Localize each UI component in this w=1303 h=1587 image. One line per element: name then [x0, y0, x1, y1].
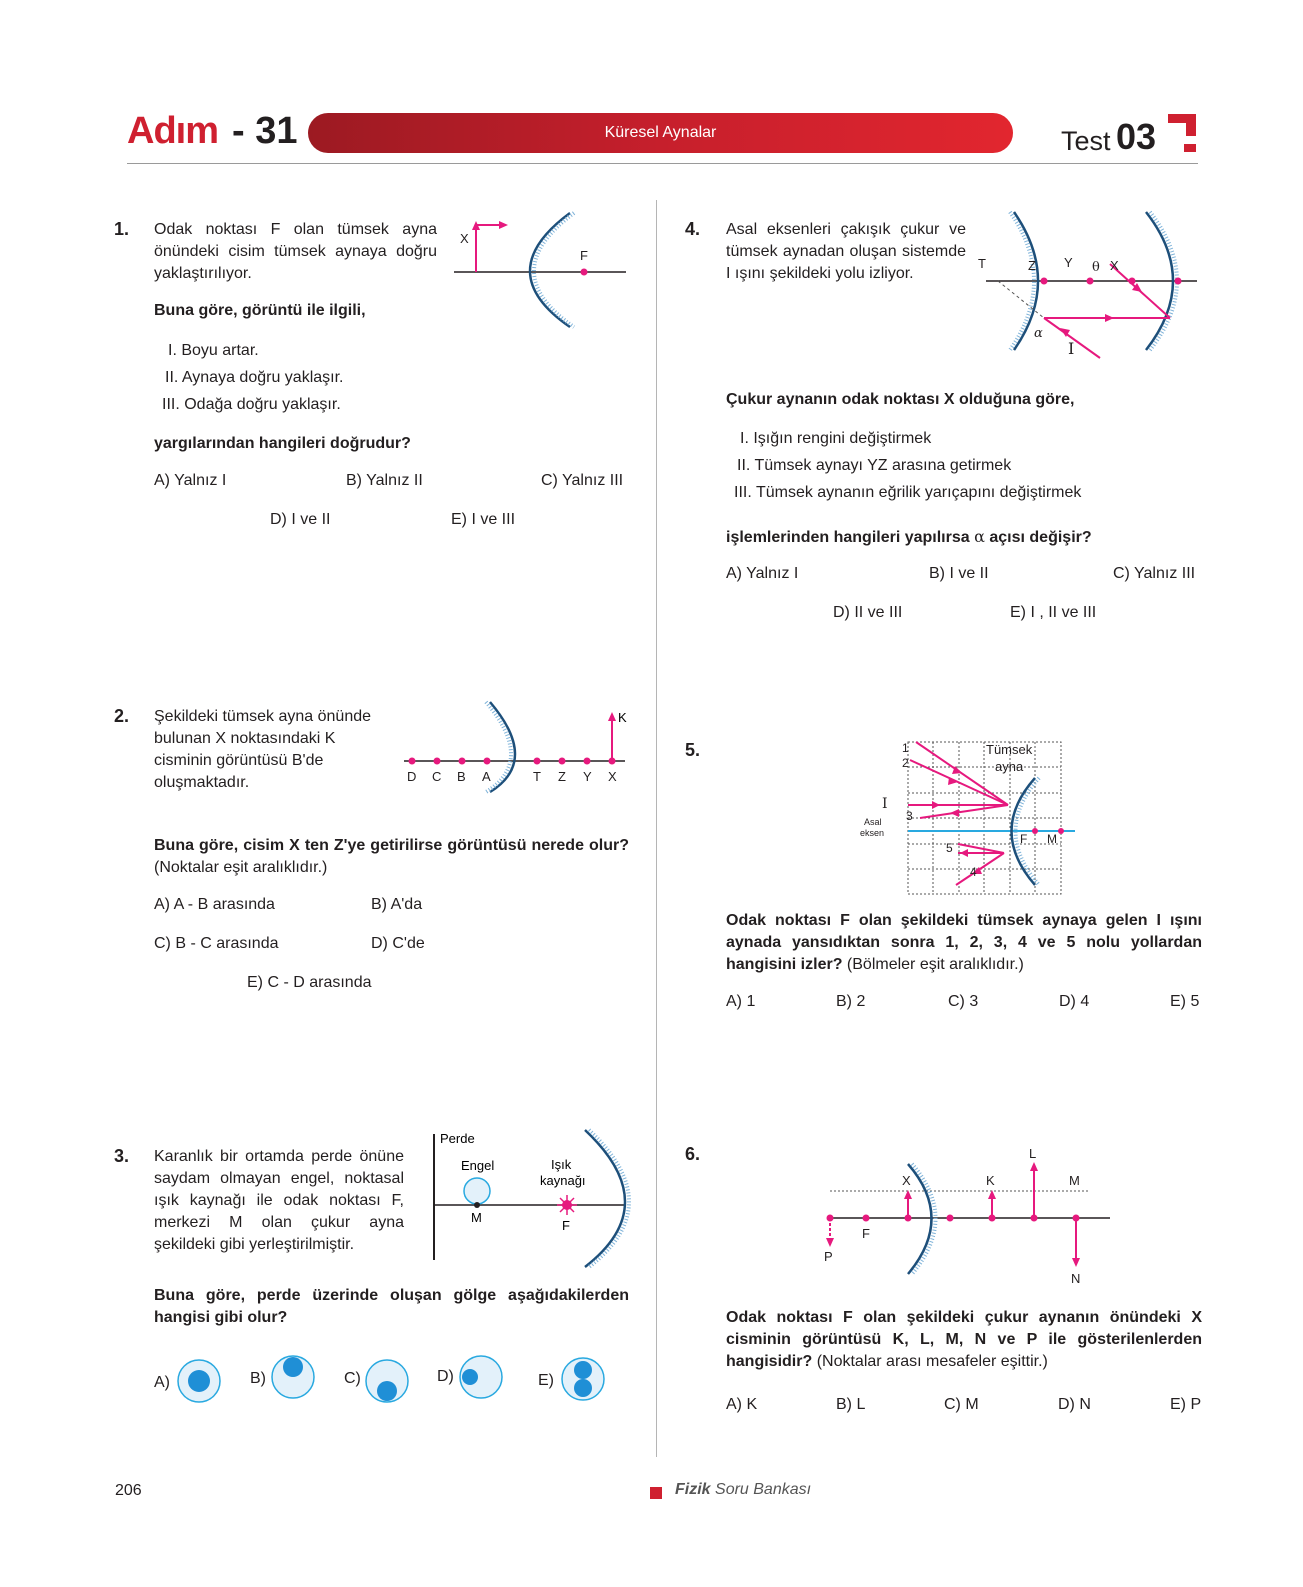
question-1-statement-2: II. Aynaya doğru yaklaşır.	[165, 369, 344, 386]
q4-point-x: X	[1110, 258, 1119, 273]
q4-question-pre: işlemlerinden hangileri yapılırsa	[726, 529, 970, 546]
q1-option-c[interactable]: C) Yalnız III	[541, 472, 624, 489]
question-3-figure	[425, 1130, 635, 1270]
step-number: - 31	[232, 110, 298, 152]
q6-k-label: K	[986, 1173, 995, 1188]
question-4-statement-2: II. Tümsek aynayı YZ arasına getirmek	[737, 457, 1012, 474]
question-4-number: 4.	[685, 219, 701, 239]
q6-note: (Noktalar arası mesafeler eşittir.)	[816, 1353, 1048, 1370]
q2-k-label: K	[618, 710, 627, 725]
q5-ray-label: I	[882, 796, 888, 812]
q6-question-bold: Odak noktası F olan şekildeki çukur aynanın önündeki X cisminin görüntüsü K, L, M, N ve P ile gösterilenlerden hangisidir?	[726, 1309, 1202, 1370]
q6-m-label: M	[1069, 1173, 1080, 1188]
question-5-question	[726, 910, 1202, 976]
question-1-statement-3: III. Odağa doğru yaklaşır.	[162, 396, 341, 413]
q5-f-label: F	[1020, 832, 1028, 846]
question-2-stem: Şekildeki tümsek ayna önünde bulunan X noktasındaki K cisminin görüntüsü B'de oluşmaktadır.	[154, 708, 372, 791]
q5-option-a[interactable]: A) 1	[726, 993, 756, 1010]
q1-f-label: F	[580, 248, 588, 263]
question-4-figure	[978, 210, 1202, 360]
q2-option-c[interactable]: C) B - C arasında	[154, 935, 279, 952]
q5-path-5: 5	[946, 841, 953, 855]
q4-ray-label: I	[1068, 339, 1075, 358]
test-label: Test	[1061, 126, 1111, 156]
q2-note: (Noktalar eşit aralıklıdır.)	[154, 859, 328, 876]
q2-point-x: X	[608, 769, 617, 784]
q3-source-label-2: kaynağı	[540, 1173, 586, 1188]
q3-f-label: F	[562, 1218, 570, 1233]
q3-option-b[interactable]: B)	[250, 1370, 266, 1387]
question-4-stem: Asal eksenleri çakışık çukur ve tümsek aynadan oluşan sistemde I ışını şekildeki yolu izliyor.	[726, 221, 966, 282]
question-5-number: 5.	[685, 740, 701, 760]
q1-option-e[interactable]: E) I ve III	[451, 511, 516, 528]
q3-perde-label: Perde	[440, 1131, 475, 1146]
question-4-statement-3: III. Tümsek aynanın eğrilik yarıçapını değiştirmek	[734, 484, 1082, 501]
q4-theta-label: θ	[1092, 260, 1100, 275]
q4-option-d[interactable]: D) II ve III	[833, 604, 903, 621]
page-number: 206	[115, 1482, 142, 1499]
q6-option-e[interactable]: E) P	[1170, 1396, 1202, 1413]
q4-point-y: Y	[1064, 255, 1073, 270]
question-1-prompt: Buna göre, görüntü ile ilgili,	[154, 302, 366, 319]
q5-axis-label-1: Asal	[864, 817, 882, 827]
q6-option-b[interactable]: B) L	[836, 1396, 866, 1413]
q3-option-d[interactable]: D)	[437, 1368, 454, 1385]
q4-question-post: açısı değişir?	[989, 529, 1092, 546]
brand-logo-text: Adım	[127, 110, 218, 152]
q4-option-b[interactable]: B) I ve II	[929, 565, 989, 582]
topic-banner	[308, 113, 1013, 153]
q2-point-b: B	[457, 769, 466, 784]
q1-option-d[interactable]: D) I ve II	[270, 511, 331, 528]
q3-option-a[interactable]: A)	[154, 1374, 170, 1391]
q5-mirror-label-2: ayna	[995, 759, 1024, 774]
q6-n-label: N	[1071, 1271, 1081, 1286]
book-title	[675, 1481, 811, 1499]
q2-point-c: C	[432, 769, 442, 784]
q3-option-e[interactable]: E)	[538, 1372, 554, 1389]
question-1-question: yargılarından hangileri doğrudur?	[154, 435, 411, 452]
q1-x-label: X	[460, 231, 469, 246]
question-2-figure	[400, 700, 630, 795]
q4-alpha-label: α	[1034, 326, 1043, 341]
question-6-number: 6.	[685, 1144, 701, 1164]
q6-f-label: F	[862, 1226, 870, 1241]
q6-p-label: P	[824, 1249, 833, 1264]
q6-option-c[interactable]: C) M	[944, 1396, 979, 1413]
q5-path-4: 4	[970, 865, 977, 879]
q3-option-e-shadow[interactable]	[560, 1356, 606, 1402]
question-2-number: 2.	[114, 706, 130, 726]
q6-l-label: L	[1029, 1146, 1037, 1161]
q5-path-3: 3	[906, 809, 913, 823]
question-6-question	[726, 1307, 1202, 1373]
q2-point-d: D	[407, 769, 417, 784]
q5-option-b[interactable]: B) 2	[836, 993, 866, 1010]
test-number: 03	[1116, 116, 1157, 157]
book-title-rest: Soru Bankası	[715, 1481, 812, 1498]
q6-x-label: X	[902, 1173, 911, 1188]
q4-point-t: T	[978, 256, 986, 271]
q5-m-label: M	[1047, 832, 1057, 846]
q5-mirror-label-1: Tümsek	[986, 742, 1033, 757]
footer-square-icon	[650, 1487, 662, 1499]
q2-option-d[interactable]: D) C'de	[371, 935, 425, 952]
question-1-statement-1: I. Boyu artar.	[168, 342, 259, 359]
q2-point-z: Z	[558, 769, 566, 784]
q5-axis-label-2: eksen	[860, 828, 885, 838]
light-source-icon	[557, 1195, 577, 1215]
q3-m-label: M	[471, 1210, 482, 1225]
question-4-statement-1: I. Işığın rengini değiştirmek	[740, 430, 932, 447]
header-rule	[127, 163, 1198, 164]
book-title-bold: Fizik	[675, 1481, 711, 1498]
q4-point-z: Z	[1028, 258, 1036, 273]
q3-option-a-shadow[interactable]	[176, 1358, 222, 1404]
q6-option-d[interactable]: D) N	[1058, 1396, 1091, 1413]
q5-question-bold: Odak noktası F olan şekildeki tümsek aynaya gelen I ışını aynada yansıdıktan sonra 1, 2, 3, 4 ve 5 nolu yollardan hangisini izler?	[726, 912, 1202, 973]
q4-option-e[interactable]: E) I , II ve III	[1010, 604, 1097, 621]
q2-point-a: A	[482, 769, 491, 784]
topic-title: Küresel Aynalar	[604, 124, 717, 141]
q2-point-t: T	[533, 769, 541, 784]
q1-option-a[interactable]: A) Yalnız I	[154, 472, 227, 489]
question-5-figure	[860, 740, 1080, 900]
question-4-prompt: Çukur aynanın odak noktası X olduğuna göre,	[726, 391, 1075, 408]
q2-question-bold: Buna göre, cisim X ten Z'ye getirilirse görüntüsü nerede olur?	[154, 837, 629, 854]
question-3-question: Buna göre, perde üzerinde oluşan gölge aşağıdakilerden hangisi gibi olur?	[154, 1287, 629, 1326]
q3-option-b-shadow[interactable]	[270, 1354, 316, 1400]
q5-note: (Bölmeler eşit aralıklıdır.)	[846, 956, 1024, 973]
question-3-stem: Karanlık bir ortamda perde önüne saydam olmayan engel, noktasal ışık kaynağı ile odak noktası F, merkezi M olan çukur ayna şekildeki gibi yerleştirilmiştir.	[154, 1148, 404, 1253]
q5-option-c[interactable]: C) 3	[948, 993, 979, 1010]
question-1-number: 1.	[114, 219, 130, 239]
column-divider	[656, 200, 657, 1457]
q6-option-a[interactable]: A) K	[726, 1396, 758, 1413]
question-1-figure	[450, 205, 630, 335]
q5-option-e[interactable]: E) 5	[1170, 993, 1200, 1010]
q2-option-a[interactable]: A) A - B arasında	[154, 896, 275, 913]
q3-option-c[interactable]: C)	[344, 1370, 361, 1387]
question-2-question	[154, 835, 629, 879]
q3-option-d-shadow[interactable]	[458, 1354, 504, 1400]
q2-option-e[interactable]: E) C - D arasında	[247, 974, 372, 991]
q2-point-y: Y	[583, 769, 592, 784]
question-3-number: 3.	[114, 1146, 130, 1166]
q1-option-b[interactable]: B) Yalnız II	[346, 472, 423, 489]
question-1-stem: Odak noktası F olan tümsek ayna önündeki cisim tümsek aynaya doğru yaklaştırılıyor.	[154, 221, 437, 282]
q5-path-2: 2	[902, 756, 909, 770]
question-6-figure	[810, 1148, 1110, 1298]
q4-option-a[interactable]: A) Yalnız I	[726, 565, 799, 582]
q4-alpha-symbol: α	[974, 527, 985, 546]
q3-source-label: Işık	[551, 1157, 572, 1172]
question-4-question	[726, 526, 1092, 549]
q2-option-b[interactable]: B) A'da	[371, 896, 423, 913]
publisher-logo-icon	[1168, 114, 1198, 159]
q3-engel-label: Engel	[461, 1158, 495, 1173]
q4-option-c[interactable]: C) Yalnız III	[1113, 565, 1196, 582]
q3-option-c-shadow[interactable]	[364, 1358, 410, 1404]
q5-option-d[interactable]: D) 4	[1059, 993, 1090, 1010]
q5-path-1: 1	[902, 741, 909, 755]
